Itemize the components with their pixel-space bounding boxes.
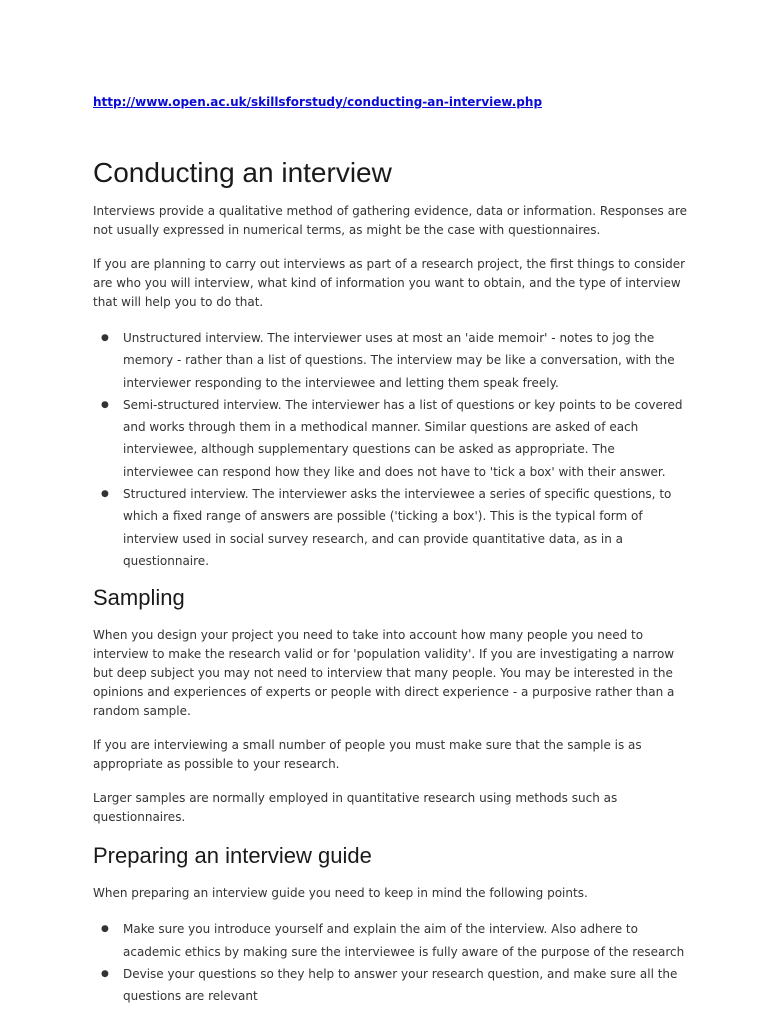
source-url-link[interactable]: http://www.open.ac.uk/skillsforstudy/conducting-an-interview.php bbox=[93, 95, 543, 109]
intro-paragraph-1: Interviews provide a qualitative method of gathering evidence, data or information. Responses are not usually expressed in numerical terms, as might be the case with questionnaires. bbox=[93, 204, 688, 237]
list-item bbox=[101, 918, 688, 963]
intro-paragraph-2: If you are planning to carry out interviews as part of a research project, the first things to consider are who you will interview, what kind of information you want to obtain, and the type of interview that will help you to do that. bbox=[93, 257, 686, 309]
sampling-paragraph-1: When you design your project you need to take into account how many people you need to interview to make the research valid or for 'population validity'. If you are investigating a narrow but deep subject you may not need to interview that many people. You may be interested in the opinions and experiences of experts or people with direct experience - a purposive rather than a random sample. bbox=[93, 628, 675, 719]
list-item-text: Structured interview. The interviewer asks the interviewee a series of specific questions, to which a fixed range of answers are possible ('ticking a box'). This is the typical form of interview used in social survey research, and can provide quantitative data, as in a questionnaire. bbox=[123, 487, 672, 568]
bullet-icon: ● bbox=[101, 924, 109, 935]
bullet-icon: ● bbox=[101, 333, 109, 343]
bullet-icon: ● bbox=[101, 489, 109, 500]
list-item bbox=[101, 327, 688, 394]
page-title: Conducting an interview bbox=[93, 157, 392, 188]
guide-heading: Preparing an interview guide bbox=[93, 843, 372, 869]
list-item bbox=[101, 483, 688, 572]
list-item-text: Devise your questions so they help to answer your research question, and make sure all the questions are relevant bbox=[123, 966, 678, 1004]
bullet-icon: ● bbox=[101, 968, 109, 979]
list-item bbox=[101, 394, 688, 483]
sampling-paragraph-3: Larger samples are normally employed in quantitative research using methods such as questionnaires. bbox=[93, 791, 618, 825]
list-item-text: Make sure you introduce yourself and explain the aim of the interview. Also adhere to academic ethics by making sure the interviewee is fully aware of the purpose of the research bbox=[123, 922, 685, 959]
list-item-text: Unstructured interview. The interviewer uses at most an 'aide memoir' - notes to jog the memory - rather than a list of questions. The interview may be like a conversation, with the interviewer responding to the interviewee and letting them speak freely. bbox=[123, 331, 675, 390]
interview-types-list bbox=[93, 327, 688, 572]
sampling-heading: Sampling bbox=[93, 585, 185, 611]
sampling-paragraph-2: If you are interviewing a small number of people you must make sure that the sample is as appropriate as possible to your research. bbox=[93, 738, 642, 772]
list-item-text: Semi-structured interview. The interviewer has a list of questions or key points to be covered and works through them in a methodical manner. Similar questions are asked of each interviewee, although supplementary questions can be asked as appropriate. The interviewee can respond how they like and does not have to 'tick a box' with their answer. bbox=[123, 397, 683, 479]
bullet-icon: ● bbox=[101, 399, 109, 410]
guide-points-list bbox=[93, 918, 688, 1007]
guide-intro: When preparing an interview guide you need to keep in mind the following points. bbox=[93, 886, 588, 901]
list-item bbox=[101, 963, 688, 1008]
